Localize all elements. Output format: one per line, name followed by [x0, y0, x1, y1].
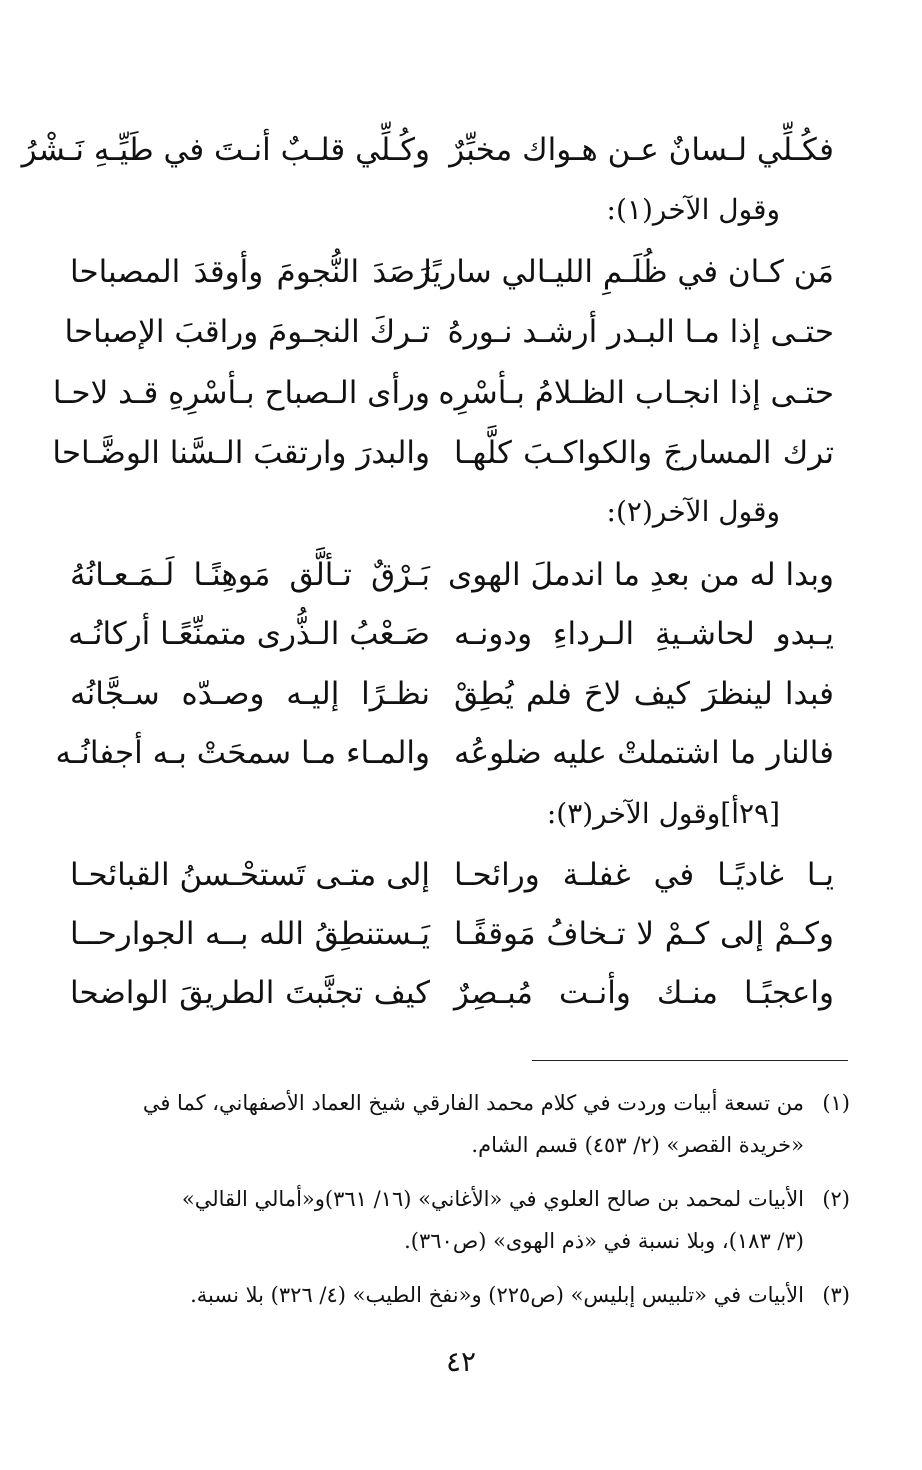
verse-ajz: نظـرًا إليـه وصـدّه سـجَّانُه [70, 676, 430, 712]
footnote-line [72, 1220, 850, 1262]
footnote-text: «خريدة القصر» (٢/ ٤٥٣) قسم الشام. [471, 1133, 804, 1157]
poem-intro: وقول الآخر(١): [606, 193, 780, 226]
verse-ajz: تـركَ النجـومَ وراقبَ الإصباحا [64, 314, 430, 350]
verse-ajz: صَـعْبُ الـذُّرى متمنِّعًـا أركانُـه [68, 616, 430, 652]
verse-ajz: بَـرْقٌ تـألَّق مَوهِنًـا لَـمَـعـانُهُ [70, 557, 430, 593]
verse-sadr: واعجبًـا منـك وأنـت مُبـصِرٌ [454, 975, 834, 1011]
footnote-line [72, 1082, 850, 1124]
page-number: ٤٢ [445, 1345, 477, 1378]
verse-sadr: حتـى إذا انجـاب الظـلامُ بـأسْرِه [438, 375, 834, 411]
footnote-line [72, 1124, 850, 1166]
verse-ajz: إلى متـى تَستحْـسنُ القبائحـا [69, 857, 430, 893]
footnote-number: (٣) [822, 1283, 850, 1307]
footnote-3 [72, 1274, 850, 1316]
footnote-2 [72, 1178, 850, 1262]
footnote-line [72, 1274, 850, 1316]
poem-intro: [٢٩أ]وقول الآخر(٣): [546, 797, 780, 830]
footnote-line [72, 1178, 850, 1220]
verse-sadr: وكـمْ إلى كـمْ لا تـخافُ مَوقفًـا [454, 916, 834, 952]
verse-sadr: يـا غاديًـا في غفلـة ورائحـا [454, 857, 834, 893]
footnote-1 [72, 1082, 850, 1166]
verse-ajz: ورأى الـصباح بـأسْرِهِ قـد لاحـا [52, 375, 430, 411]
verse-ajz: والبدرَ وارتقبَ الـسَّنا الوضَّـاحا [52, 435, 430, 471]
verse-ajz: كيف تجنَّبتَ الطريقَ الواضحا [70, 975, 430, 1011]
verse-sadr: ترك المسارجَ والكواكـبَ كلَّهـا [454, 435, 834, 471]
footnote-text: من تسعة أبيات وردت في كلام محمد الفارقي شيخ العماد الأصفهاني، كما في [142, 1091, 804, 1115]
footnote-text: (٣/ ١٨٣)، وبلا نسبة في «ذم الهوى» (ص٣٦٠). [404, 1229, 804, 1253]
verse-ajz: رَصَدَ النُّجومَ وأوقدَ المصباحا [70, 254, 430, 290]
verse-ajz: والمـاء مـا سمحَتْ بـه أجفانُـه [55, 735, 430, 771]
footnote-text: الأبيات لمحمد بن صالح العلوي في «الأغاني» (١٦/ ٣٦١)و«أمالي القالي» [181, 1187, 804, 1211]
verse-sadr: حتـى إذا مـا البـدر أرشـد نـورهُ [447, 314, 834, 350]
verse-ajz: وكُـلِّي قلـبٌ أنـتَ في طَيِّـهِ نَـشْرُ [21, 132, 430, 168]
footnote-text: الأبيات في «تلبيس إبليس» (ص٢٢٥) و«نفخ الطيب» (٤/ ٣٢٦) بلا نسبة. [190, 1283, 804, 1307]
verse-sadr: مَن كـان في ظُلَـمِ الليـالي ساريًا [423, 254, 834, 290]
verse-sadr: فكُـلِّي لـسانٌ عـن هـواك مخبِّرٌ [449, 132, 834, 168]
verse-sadr: فبدا لينظرَ كيف لاحَ فلم يُطِقْ [454, 676, 834, 712]
verse-ajz: يَـستنطِقُ الله بــه الجوارحــا [70, 916, 430, 952]
verse-sadr: فالنار ما اشتملتْ عليه ضلوعُه [454, 735, 834, 771]
footnote-divider [532, 1060, 848, 1061]
verse-sadr: وبدا له من بعدِ ما اندملَ الهوى [447, 557, 834, 593]
footnote-number: (٢) [822, 1187, 850, 1211]
footnote-number: (١) [822, 1091, 850, 1115]
poem-intro: وقول الآخر(٢): [606, 495, 780, 528]
verse-sadr: يـبدو لحاشـيةِ الـرداءِ ودونـه [454, 616, 834, 652]
